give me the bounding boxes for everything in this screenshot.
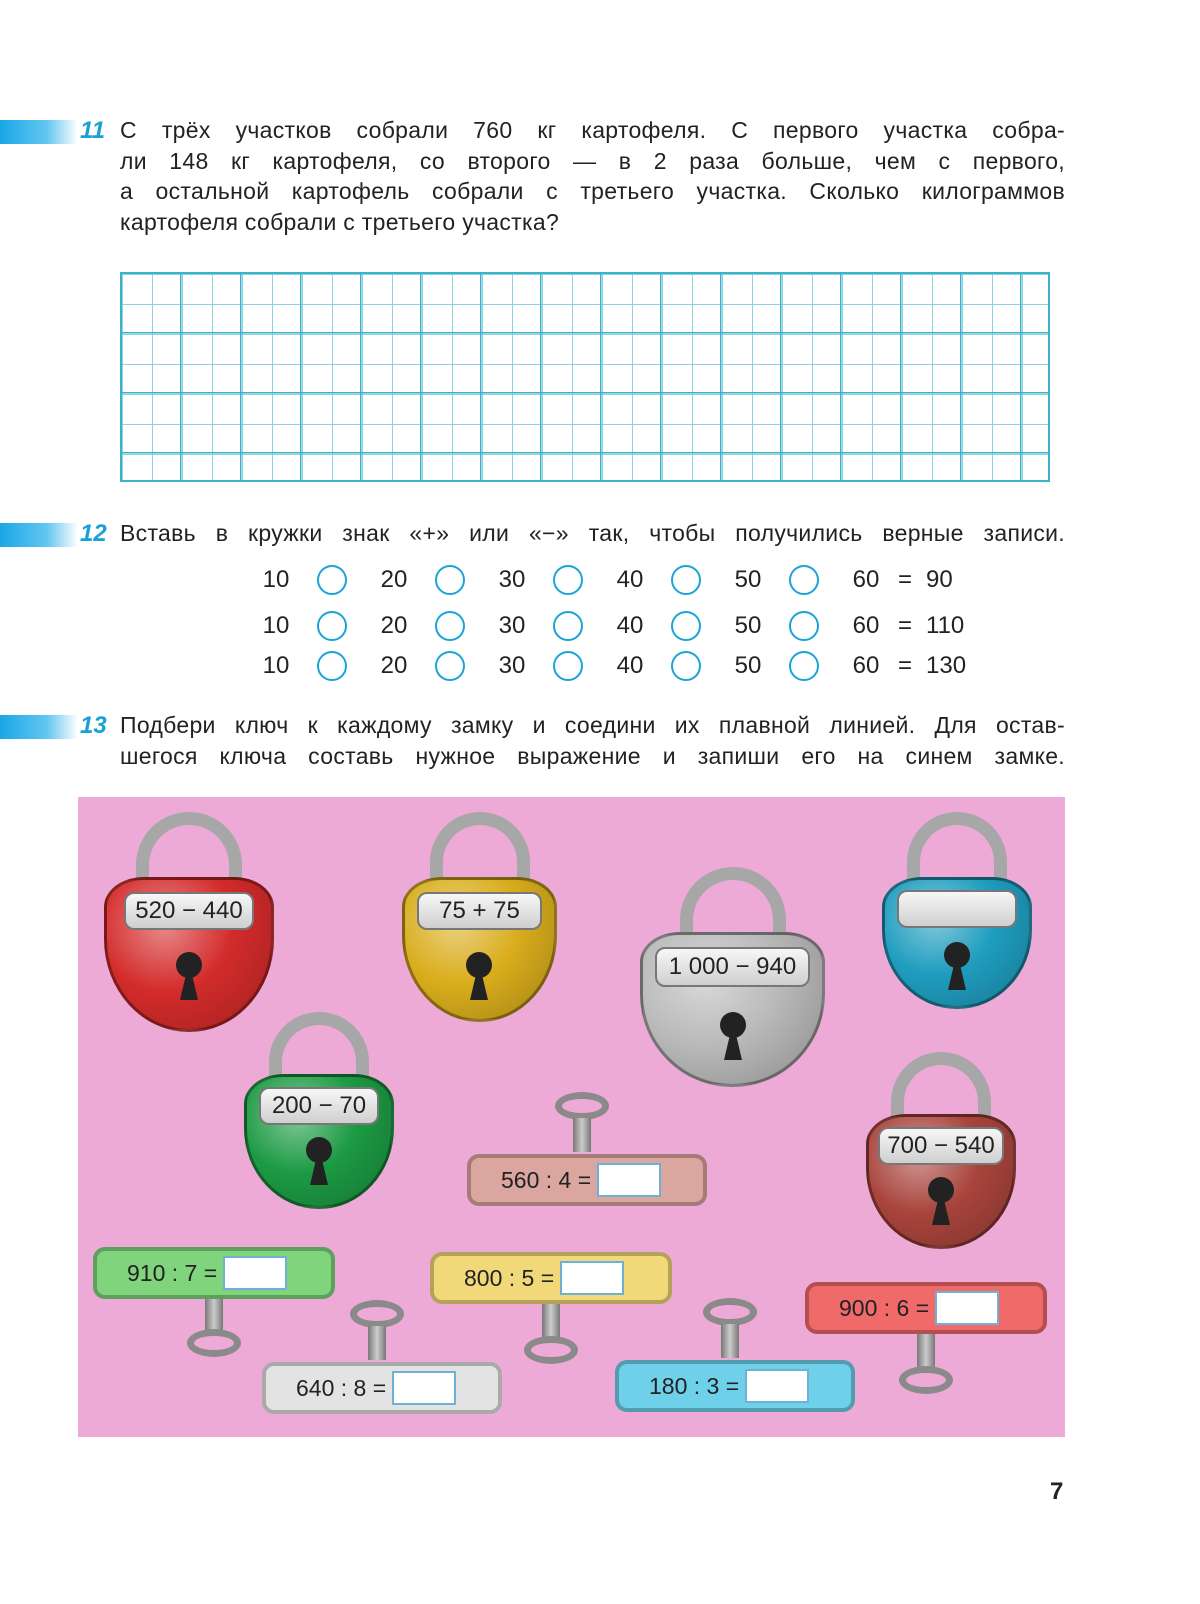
keyhole-slot [470, 962, 488, 1000]
lock-brown[interactable] [866, 1052, 1016, 1252]
task-12-line: Вставь в кружки знак «+» или «−» так, чтобы получились верные записи. [120, 520, 1065, 546]
key-900-6-answer-box[interactable] [935, 1291, 999, 1325]
equation-number: 60 [852, 652, 880, 679]
task-11-line: С трёх участков собрали 760 кг картофеля. С первого участка собра- [120, 117, 1065, 143]
key-910-7-tag [93, 1247, 335, 1299]
key-560-4[interactable] [467, 1092, 707, 1212]
equals-sign: = [898, 566, 913, 593]
lock-yellow-label: 75 + 75 [417, 892, 542, 930]
sign-circle[interactable] [435, 651, 465, 681]
equation-number: 60 [852, 566, 880, 593]
key-stem [542, 1304, 560, 1338]
equation-number: 40 [616, 652, 644, 679]
page-number: 7 [1050, 1478, 1064, 1505]
task-11-number: 11 [80, 117, 105, 144]
key-560-4-answer-box[interactable] [597, 1163, 661, 1197]
equation-row [258, 563, 953, 597]
equals-sign: = [898, 612, 913, 639]
sign-circle[interactable] [789, 565, 819, 595]
sign-circle[interactable] [671, 651, 701, 681]
key-640-8-tag [262, 1362, 502, 1414]
sign-circle[interactable] [671, 611, 701, 641]
key-910-7-answer-box[interactable] [223, 1256, 287, 1290]
task-11-line: картофеля собрали с третьего участка? [120, 208, 560, 235]
lock-blue-label[interactable] [897, 890, 1017, 928]
sign-circle[interactable] [435, 611, 465, 641]
sign-circle[interactable] [317, 651, 347, 681]
key-stem [205, 1299, 223, 1333]
sign-circle[interactable] [317, 565, 347, 595]
key-ring [899, 1366, 953, 1394]
key-stem [917, 1334, 935, 1368]
key-640-8[interactable] [262, 1300, 502, 1418]
lock-silver[interactable] [640, 867, 825, 1092]
task-12-number: 12 [80, 520, 107, 547]
key-560-4-tag [467, 1154, 707, 1206]
equation-result: 110 [926, 612, 965, 639]
equation-number: 50 [734, 652, 762, 679]
sign-circle[interactable] [553, 565, 583, 595]
key-560-4-label: 560 : 4 = [501, 1166, 592, 1193]
sign-circle[interactable] [671, 565, 701, 595]
lock-brown-label: 700 − 540 [878, 1127, 1004, 1165]
key-ring [555, 1092, 609, 1120]
equation-number: 30 [498, 566, 526, 593]
key-900-6-label: 900 : 6 = [839, 1294, 930, 1321]
sign-circle[interactable] [789, 611, 819, 641]
keyhole-slot [724, 1022, 742, 1060]
lock-blue[interactable] [882, 812, 1032, 1012]
task-13-marker [0, 715, 78, 739]
task-12-text [120, 518, 1065, 549]
key-ring [350, 1300, 404, 1328]
key-900-6[interactable] [805, 1282, 1047, 1407]
keyhole-slot [180, 962, 198, 1000]
key-900-6-tag [805, 1282, 1047, 1334]
sign-circle[interactable] [317, 611, 347, 641]
keyhole-slot [310, 1147, 328, 1185]
equation-number: 20 [380, 566, 408, 593]
keyhole-slot [948, 952, 966, 990]
lock-silver-label: 1 000 − 940 [655, 947, 810, 987]
key-stem [721, 1324, 739, 1358]
lock-red[interactable] [104, 812, 274, 1037]
task-13-line: шегося ключа составь нужное выражение и запиши его на синем замке. [120, 742, 1065, 769]
lock-yellow[interactable] [402, 812, 557, 1027]
equation-number: 10 [262, 612, 290, 639]
key-800-5-label: 800 : 5 = [464, 1264, 555, 1291]
equation-number: 50 [734, 566, 762, 593]
equation-row [258, 649, 966, 683]
key-180-3-label: 180 : 3 = [649, 1372, 740, 1399]
task-13-line: Подбери ключ к каждому замку и соедини их плавной линией. Для остав- [120, 712, 1065, 738]
equation-number: 40 [616, 612, 644, 639]
key-stem [573, 1118, 591, 1152]
task-11-marker [0, 120, 78, 144]
key-640-8-label: 640 : 8 = [296, 1374, 387, 1401]
key-800-5-tag [430, 1252, 672, 1304]
task-11-line: ли 148 кг картофеля, со второго — в 2 раза больше, чем с первого, [120, 147, 1065, 174]
equals-sign: = [898, 652, 913, 679]
key-ring [187, 1329, 241, 1357]
key-640-8-answer-box[interactable] [392, 1371, 456, 1405]
task-13-text [120, 710, 1065, 771]
equation-number: 30 [498, 612, 526, 639]
equation-number: 20 [380, 612, 408, 639]
task-11-line: а остальной картофель собрали с третьего участка. Сколько килограммов [120, 178, 1065, 204]
lock-red-label: 520 − 440 [124, 892, 254, 930]
lock-green[interactable] [244, 1012, 394, 1212]
key-ring [703, 1298, 757, 1326]
answer-grid[interactable] [120, 272, 1050, 482]
task-11-text [120, 115, 1065, 237]
sign-circle[interactable] [553, 611, 583, 641]
sign-circle[interactable] [435, 565, 465, 595]
equation-result: 90 [926, 566, 953, 593]
equation-number: 50 [734, 612, 762, 639]
lock-green-label: 200 − 70 [259, 1087, 379, 1125]
sign-circle[interactable] [789, 651, 819, 681]
equation-number: 10 [262, 652, 290, 679]
equation-number: 20 [380, 652, 408, 679]
equation-number: 60 [852, 612, 880, 639]
key-910-7-label: 910 : 7 = [127, 1259, 218, 1286]
key-180-3-answer-box[interactable] [745, 1369, 809, 1403]
sign-circle[interactable] [553, 651, 583, 681]
keyhole-slot [932, 1187, 950, 1225]
task-13-number: 13 [80, 712, 107, 739]
equation-result: 130 [926, 652, 967, 679]
equation-number: 40 [616, 566, 644, 593]
equation-number: 30 [498, 652, 526, 679]
equation-row [258, 609, 964, 643]
task-12-marker [0, 523, 78, 547]
key-stem [368, 1326, 386, 1360]
equation-number: 10 [262, 566, 290, 593]
key-ring [524, 1336, 578, 1364]
key-800-5-answer-box[interactable] [560, 1261, 624, 1295]
